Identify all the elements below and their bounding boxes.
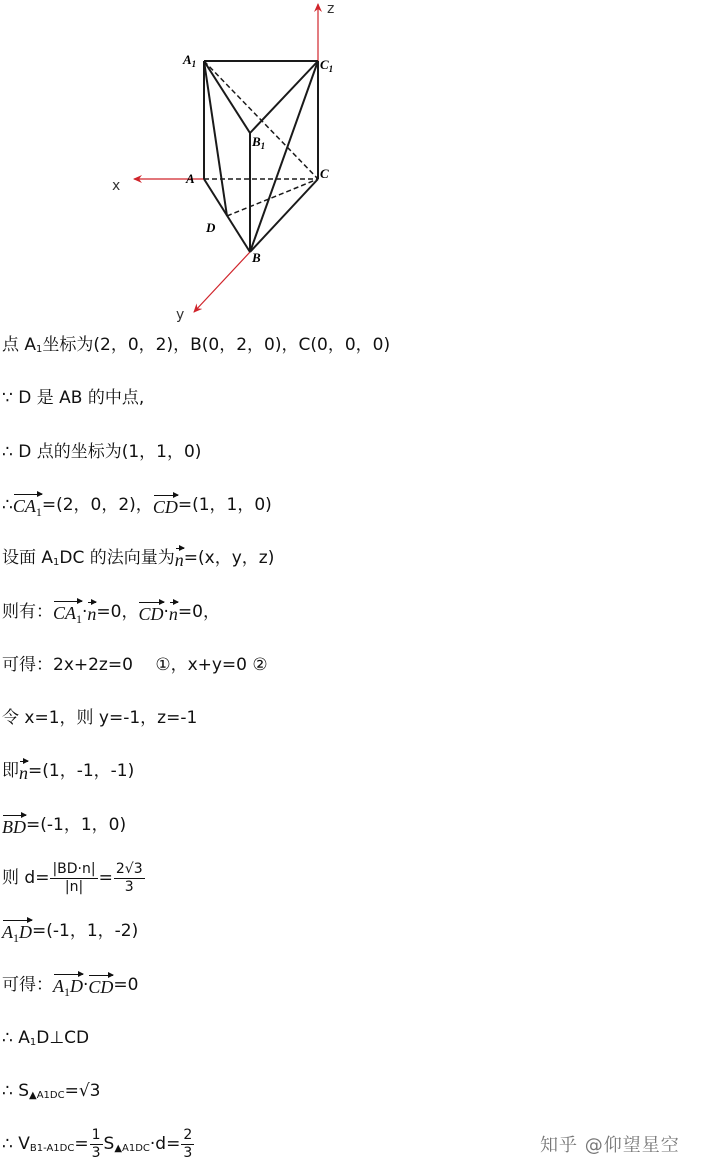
text-run: ∴ [2, 495, 13, 515]
label-c: C [320, 166, 329, 181]
text-run: 则有： [2, 602, 53, 622]
vector [153, 493, 178, 517]
vector-name-tail: D [19, 922, 32, 942]
solution-line [2, 758, 134, 784]
vector-name: A [53, 976, 64, 996]
vector-name: n [19, 763, 28, 783]
label-a1: $A_1$ [183, 52, 197, 69]
solution-line [2, 812, 126, 838]
text-run: =√3 [64, 1081, 101, 1101]
text-run: 令 x=1，则 y=-1，z=-1 [2, 708, 198, 728]
y-axis-label: y [176, 307, 185, 323]
solution-line [2, 705, 197, 731]
solution-line [2, 860, 146, 895]
vector-name: CD [88, 977, 114, 997]
solution-line [2, 439, 201, 465]
solution-line [2, 1126, 195, 1161]
label-b: B [252, 250, 261, 265]
fraction-denominator: 3 [124, 878, 134, 895]
text-run: =0， [96, 602, 139, 622]
prism-diagram [0, 0, 712, 330]
text-run: ∴ D 点的坐标为(1，1，0) [2, 442, 202, 462]
text-run: · [163, 602, 169, 622]
text-run: =(x，y，z) [183, 548, 275, 568]
solution-line [2, 918, 138, 944]
text-run: =0 [113, 975, 139, 995]
vector-name: CA [12, 496, 36, 516]
text-run: ∴ S [2, 1081, 30, 1101]
fraction-numerator: 2 [183, 1126, 193, 1143]
text-run: =(-1，1，-2) [32, 921, 139, 941]
subscript: ▲A1DC [114, 1143, 150, 1154]
vector-name: A [2, 922, 13, 942]
subscript: 1 [36, 344, 43, 355]
label-d: D [206, 220, 216, 235]
edge-a1-d [204, 61, 227, 216]
text-run: =(2，0，2)， [41, 495, 153, 515]
fraction [181, 1127, 194, 1162]
label-b1: $B_1$ [252, 134, 266, 151]
solution-line [2, 332, 390, 358]
vector [19, 759, 28, 783]
solution-line [2, 492, 272, 518]
vector-subscript: 1 [13, 931, 19, 945]
text-run: 坐标为(2，0，2)，B(0，2，0)，C(0，0，0) [42, 335, 391, 355]
text-run: DC 的法向量为 [59, 548, 175, 568]
vector-subscript: 1 [76, 612, 83, 626]
solution-line [2, 972, 138, 998]
solution-line [2, 385, 144, 411]
fraction-denominator: 3 [183, 1144, 193, 1161]
fraction-denominator: 3 [91, 1144, 101, 1161]
vector-name: CD [152, 497, 178, 517]
text-run: 则 d= [2, 868, 50, 888]
edge-c1-b [250, 61, 318, 252]
vector [2, 813, 26, 837]
text-run: = [98, 868, 113, 888]
label-a: A [186, 171, 195, 186]
subscript: ▲A1DC [29, 1090, 65, 1101]
fraction-denominator: |n| [64, 878, 84, 895]
vector-name-tail: D [70, 976, 83, 996]
fraction [114, 861, 145, 896]
edge-a1-b1 [204, 61, 250, 133]
vector-name: CD [138, 604, 164, 624]
fraction-numerator: 2√3 [115, 860, 143, 877]
subscript: 1 [53, 557, 60, 568]
label-c1: $C_1$ [320, 57, 334, 74]
vector [13, 492, 42, 518]
solution-line [2, 652, 268, 678]
vector-name: n [87, 604, 97, 624]
vector-name: n [174, 550, 184, 570]
y-axis [194, 252, 250, 312]
z-axis-label: z [327, 1, 335, 17]
text-run: ∴ V [2, 1134, 30, 1154]
vector [88, 973, 113, 997]
edge-b1-c1 [250, 61, 318, 133]
text-run: ∵ D 是 AB 的中点, [2, 388, 145, 408]
vector-subscript: 1 [35, 505, 42, 519]
vector [2, 918, 32, 944]
text-run: · [82, 602, 88, 622]
text-run: ·d= [149, 1134, 181, 1154]
fraction [50, 861, 97, 896]
text-run: 可得：2x+2z=0 ①，x+y=0 ② [2, 655, 268, 675]
subscript: 1 [29, 1037, 37, 1048]
edge-d-c [227, 179, 318, 216]
watermark: 知乎 @仰望星空 [540, 1135, 680, 1156]
text-run: ∴ A [2, 1028, 30, 1048]
solution-line [2, 599, 220, 625]
fraction-numerator: |BD·n| [52, 860, 96, 877]
text-run: D⊥CD [36, 1028, 90, 1048]
vector [53, 972, 83, 998]
vector-name: CA [53, 603, 77, 623]
solution-line [2, 1025, 89, 1051]
x-axis-label: x [112, 178, 121, 194]
vector [53, 599, 82, 625]
text-run: =(1，-1，-1) [28, 761, 135, 781]
vector [138, 600, 163, 624]
text-run: =0， [177, 602, 220, 622]
text-run: · [83, 975, 89, 995]
text-run: 点 A [2, 335, 37, 355]
vector-name: BD [2, 817, 26, 837]
text-run: =(1，1，0) [177, 495, 272, 515]
text-run: =(-1，1，0) [26, 815, 127, 835]
text-run: S [103, 1134, 115, 1154]
vector [87, 600, 96, 624]
fraction-numerator: 1 [91, 1126, 101, 1143]
vector [175, 546, 184, 570]
text-run: 可得： [2, 975, 53, 995]
vector-name: n [168, 604, 178, 624]
text-run: 设面 A [2, 548, 54, 568]
subscript: B1-A1DC [29, 1143, 75, 1154]
edge-b-c [250, 179, 318, 252]
vector-subscript: 1 [64, 985, 70, 999]
solution-line [2, 1078, 101, 1104]
text-run: = [74, 1134, 89, 1154]
solution-line [2, 545, 274, 571]
text-run: 即 [2, 761, 19, 781]
fraction [90, 1127, 103, 1162]
vector [169, 600, 178, 624]
